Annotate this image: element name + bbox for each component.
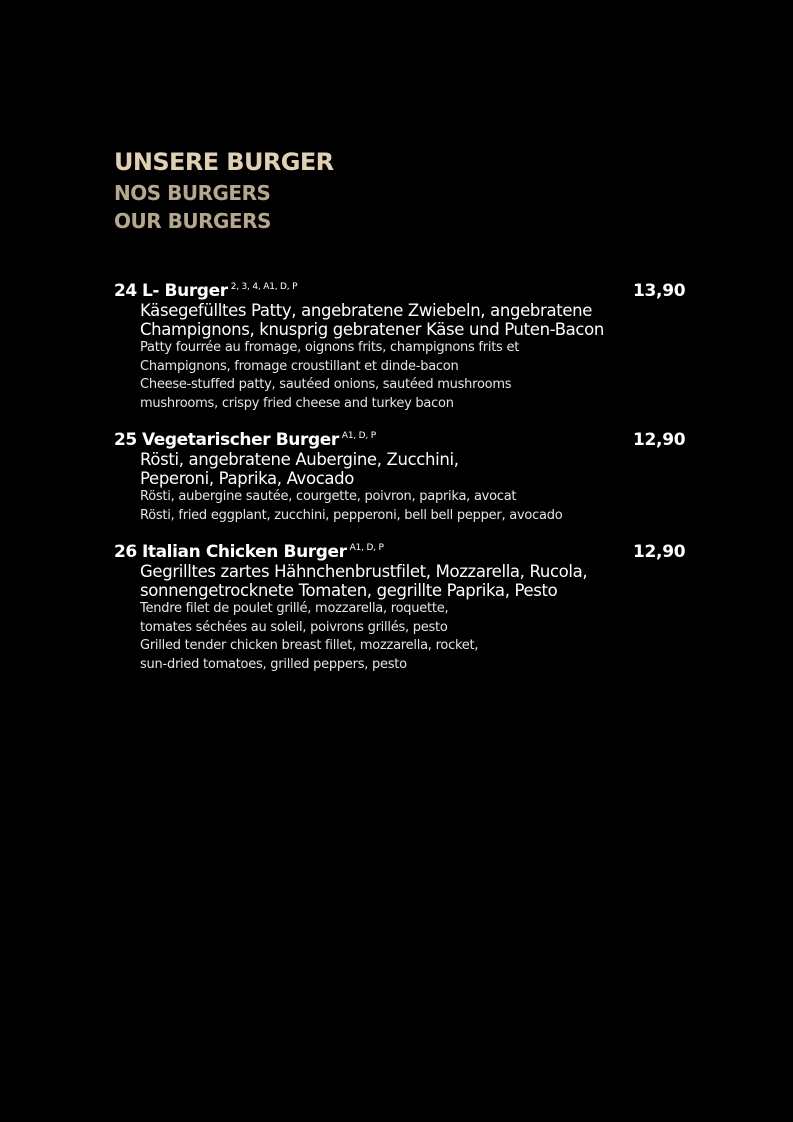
menu-headings bbox=[114, 146, 334, 235]
description-translation-line: mushrooms, crispy fried cheese and turkey bacon bbox=[140, 396, 454, 412]
description-translation-line: Rösti, fried eggplant, zucchini, pepperoni, bell bell pepper, avocado bbox=[140, 507, 563, 523]
item-number: 25 bbox=[114, 430, 137, 450]
description-de-line: Gegrilltes zartes Hähnchenbrustfilet, Mozzarella, Rucola, bbox=[140, 562, 588, 581]
description-translation-line: Cheese-stuffed patty, sautéed onions, sautéed mushrooms bbox=[140, 377, 512, 393]
item-description bbox=[140, 450, 684, 525]
item-allergens: A1, D, P bbox=[349, 543, 384, 553]
item-price: 12,90 bbox=[633, 542, 686, 562]
menu-item-header bbox=[114, 430, 684, 450]
description-translation-line: Champignons, fromage croustillant et dinde-bacon bbox=[140, 358, 459, 374]
item-price: 13,90 bbox=[633, 281, 686, 301]
item-name: Vegetarischer Burger bbox=[141, 430, 339, 450]
heading-french: NOS BURGERS bbox=[114, 181, 271, 205]
heading-english: OUR BURGERS bbox=[114, 209, 271, 233]
description-translation-line: Tendre filet de poulet grillé, mozzarella, roquette, bbox=[140, 601, 449, 616]
description-translation-line: tomates séchées au soleil, poivrons grillés, pesto bbox=[140, 619, 448, 635]
description-de-line: Peperoni, Paprika, Avocado bbox=[140, 469, 355, 488]
item-name: Italian Chicken Burger bbox=[141, 542, 347, 562]
menu-item-25 bbox=[114, 430, 684, 525]
item-number: 26 bbox=[114, 542, 137, 562]
item-description bbox=[140, 301, 684, 414]
menu-item-26 bbox=[114, 542, 684, 675]
item-description bbox=[140, 562, 684, 675]
description-de-line: Rösti, angebratene Aubergine, Zucchini, bbox=[140, 450, 459, 469]
description-de-line: Käsegefülltes Patty, angebratene Zwiebeln, angebratene bbox=[140, 301, 593, 320]
description-translation-line: Patty fourrée au fromage, oignons frits, champignons frits et bbox=[140, 340, 520, 355]
item-price: 12,90 bbox=[633, 430, 686, 450]
item-name: L- Burger bbox=[141, 281, 228, 301]
menu-item-24 bbox=[114, 281, 684, 414]
description-translation-line: Rösti, aubergine sautée, courgette, poivron, paprika, avocat bbox=[140, 489, 517, 504]
description-de-line: Champignons, knusprig gebratener Käse und Puten-Bacon bbox=[140, 320, 605, 339]
description-translation-line: Grilled tender chicken breast fillet, mozzarella, rocket, bbox=[140, 638, 479, 654]
description-translation-line: sun-dried tomatoes, grilled peppers, pesto bbox=[140, 657, 407, 673]
menu-item-header bbox=[114, 281, 684, 301]
item-allergens: 2, 3, 4, A1, D, P bbox=[230, 282, 298, 292]
menu-item-header bbox=[114, 542, 684, 562]
item-number: 24 bbox=[114, 281, 137, 301]
description-de-line: sonnengetrocknete Tomaten, gegrillte Paprika, Pesto bbox=[140, 581, 558, 600]
heading-german: UNSERE BURGER bbox=[114, 148, 334, 176]
item-allergens: A1, D, P bbox=[341, 431, 376, 441]
